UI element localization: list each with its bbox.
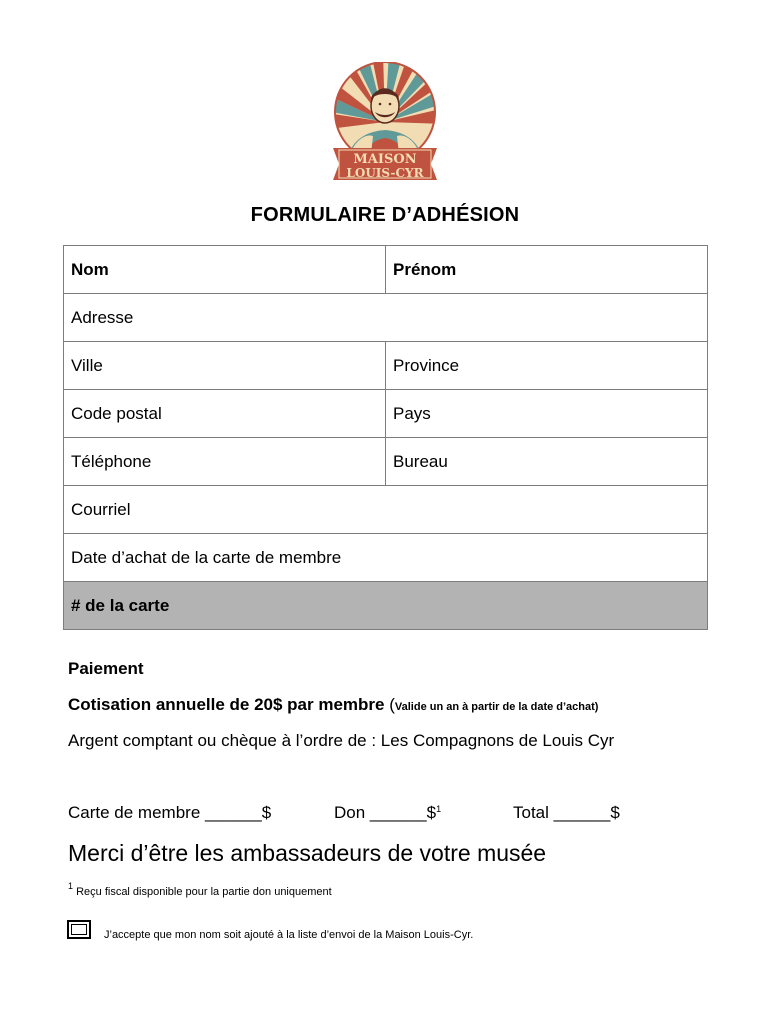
field-pays[interactable]: Pays [386, 390, 708, 438]
consent-checkbox[interactable] [67, 920, 91, 939]
total-amount-field[interactable]: Total ______$ [513, 803, 620, 822]
donation-label: Don ______$ [334, 803, 437, 822]
field-telephone[interactable]: Téléphone [64, 438, 386, 486]
fee-note-paren: ( [389, 695, 395, 714]
field-code-postal[interactable]: Code postal [64, 390, 386, 438]
footnote-marker: 1 [68, 881, 74, 891]
card-amount-field[interactable]: Carte de membre ______$ [68, 803, 272, 822]
donation-amount-field[interactable] [334, 803, 441, 823]
membership-fee-label: Cotisation annuelle de 20$ par membre [68, 695, 385, 714]
field-date-achat[interactable]: Date d’achat de la carte de membre [64, 534, 708, 582]
field-numero-carte[interactable]: # de la carte [64, 582, 708, 630]
logo-text-line2: LOUIS-CYR [346, 166, 424, 180]
payment-heading: Paiement [68, 659, 144, 678]
consent-label: J’accepte que mon nom soit ajouté à la liste d’envoi de la Maison Louis-Cyr. [104, 929, 474, 941]
fee-validity-note: Valide un an à partir de la date d’achat) [394, 701, 599, 713]
logo-text-line1: MAISON [353, 152, 417, 167]
maison-louis-cyr-logo [331, 62, 439, 190]
page-title: FORMULAIRE D’ADHÉSION [250, 204, 520, 226]
payment-method-text: Argent comptant ou chèque à l’ordre de : Les Compagnons de Louis Cyr [68, 731, 615, 750]
field-courriel[interactable]: Courriel [64, 486, 708, 534]
field-bureau[interactable]: Bureau [386, 438, 708, 486]
field-adresse[interactable]: Adresse [64, 294, 708, 342]
membership-form-table [63, 245, 708, 630]
field-ville[interactable]: Ville [64, 342, 386, 390]
thanks-message: Merci d’être les ambassadeurs de votre musée [68, 840, 547, 866]
field-province[interactable]: Province [386, 342, 708, 390]
membership-fee-line [68, 695, 598, 715]
field-nom[interactable]: Nom [64, 246, 386, 294]
footnote-text: Reçu fiscal disponible pour la partie don uniquement [76, 886, 332, 898]
donation-footnote-marker: 1 [436, 804, 442, 814]
footnote [68, 881, 332, 898]
field-prenom[interactable]: Prénom [386, 246, 708, 294]
